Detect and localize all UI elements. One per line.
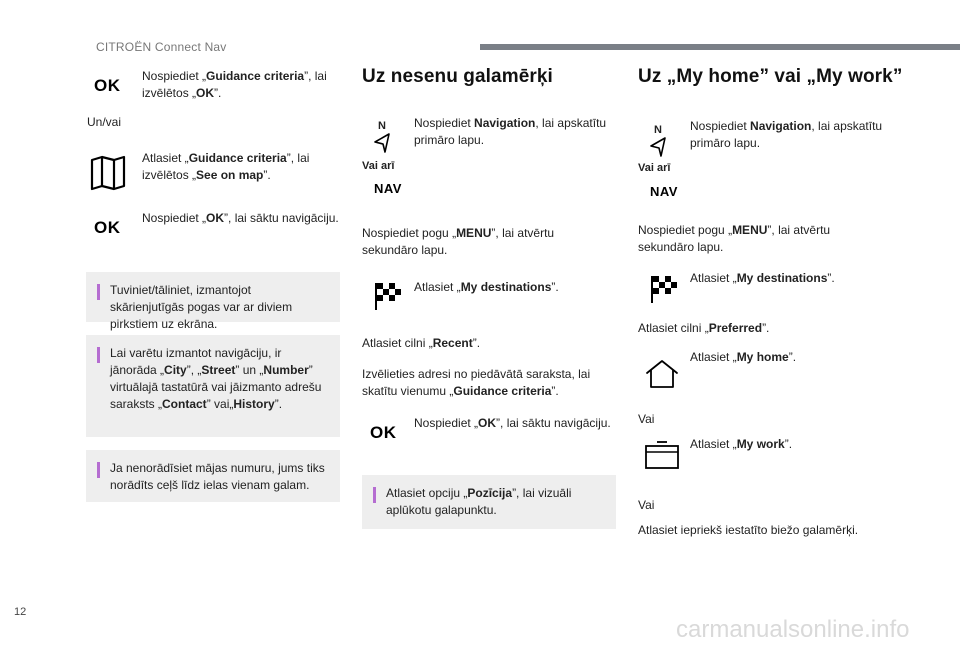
col3-step5: Atlasiet „My home”. xyxy=(690,350,797,364)
north-label: N xyxy=(654,124,662,136)
col3-vai-1: Vai xyxy=(638,412,655,426)
col3-step2: Nospiediet pogu „MENU”, lai atvērtu sekundāro lapu. xyxy=(638,223,831,254)
col1-step3: Nospiediet „OK”, lai sāktu navigāciju. xyxy=(142,211,339,225)
briefcase-icon xyxy=(644,440,680,470)
north-label: N xyxy=(378,120,386,132)
col3-step1: Nospiediet Navigation, lai apskatītu primāro lapu. xyxy=(690,119,883,150)
col1-step1: Nospiediet „Guidance criteria”, lai izvēlētos „OK”. xyxy=(142,69,327,100)
ok-icon: OK xyxy=(94,218,121,237)
col3-step4: Atlasiet cilni „Preferred”. xyxy=(638,321,770,335)
map-icon xyxy=(90,155,126,191)
note-address: Lai varētu izmantot navigāciju, ir jānorāda „City”, „Street” un „Number” virtuālajā tastatūrā vai jāizmanto adrešu saraksts „Contact” vai„History”. xyxy=(86,335,340,437)
col2-step6: Nospiediet „OK”, lai sāktu navigāciju. xyxy=(414,416,611,430)
col3-step3: Atlasiet „My destinations”. xyxy=(690,271,835,285)
navigation-icon xyxy=(650,124,666,157)
col1-step2: Atlasiet „Guidance criteria”, lai izvēlētos „See on map”. xyxy=(142,151,310,182)
header-bar xyxy=(480,44,960,50)
col2-step3: Atlasiet „My destinations”. xyxy=(414,280,559,294)
col2-step2: Nospiediet pogu „MENU”, lai atvērtu sekundāro lapu. xyxy=(362,226,555,257)
col2-step4: Atlasiet cilni „Recent”. xyxy=(362,336,481,350)
note-house-number: Ja nenorādīsiet mājas numuru, jums tiks norādīts ceļš līdz ielas vienam galam. xyxy=(86,450,340,502)
col3-vai-ari: Vai arī xyxy=(638,162,671,174)
checkered-flag-icon xyxy=(650,274,678,304)
checkered-flag-icon xyxy=(374,281,402,311)
ok-icon: OK xyxy=(370,423,397,442)
col3-step6: Atlasiet „My work”. xyxy=(690,437,793,451)
header-title: CITROËN Connect Nav xyxy=(96,40,227,54)
ok-icon: OK xyxy=(94,76,121,95)
page-number: 12 xyxy=(14,606,27,618)
note-zoom: Tuviniet/tāliniet, izmantojot skārienjutīgās pogas var ar diviem pirkstiem uz ekrāna. xyxy=(86,272,340,322)
nav-button-icon: NAV xyxy=(374,181,402,196)
watermark: carmanualsonline.info xyxy=(676,616,910,643)
col2-step5: Izvēlieties adresi no piedāvātā saraksta, lai skatītu vienumu „Guidance criteria”. xyxy=(362,367,591,398)
note-position: Atlasiet opciju „Pozīcija”, lai vizuāli aplūkotu galapunktu. xyxy=(362,475,616,529)
col3-step7: Atlasiet iepriekš iestatīto biežo galamērķi. xyxy=(638,523,859,537)
col1-unvai: Un/vai xyxy=(87,115,122,129)
heading-home-work: Uz „My home” vai „My work” xyxy=(638,66,903,87)
col3-vai-2: Vai xyxy=(638,498,655,512)
col2-vai-ari: Vai arī xyxy=(362,160,395,172)
nav-button-icon: NAV xyxy=(650,184,678,199)
navigation-icon xyxy=(374,120,390,153)
col2-step1: Nospiediet Navigation, lai apskatītu primāro lapu. xyxy=(414,116,607,147)
heading-recent: Uz nesenu galamērķi xyxy=(362,66,553,87)
home-icon xyxy=(644,358,680,390)
